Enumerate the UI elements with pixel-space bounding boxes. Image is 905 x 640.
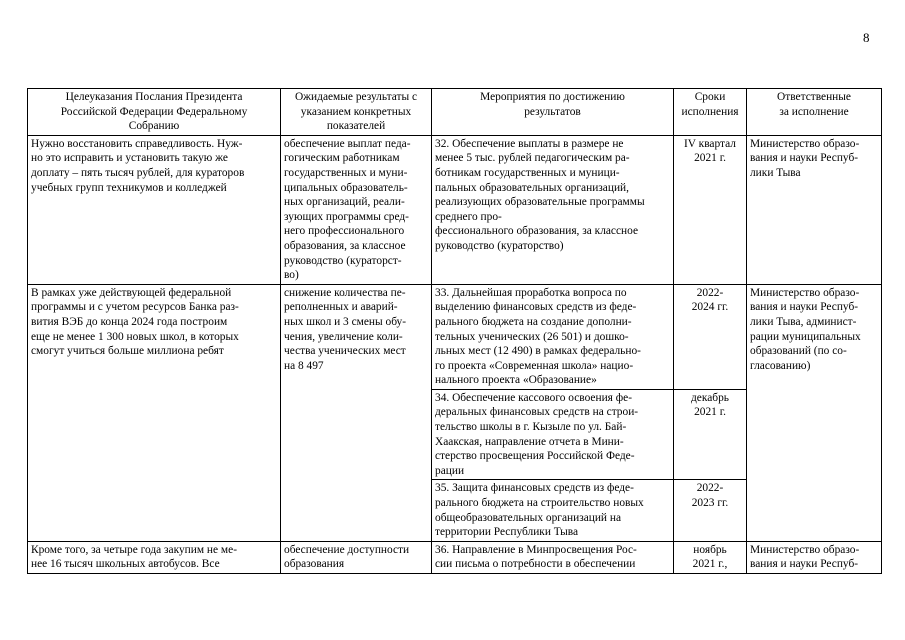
goal-cell: В рамках уже действующей федеральной программы и с учетом ресурсов Банка раз- вития ВЭБ до конца 2024 года построим еще не менее 1 300 новых школ, в которых смогут учиться больше миллиона ребят <box>28 284 281 541</box>
deadline-cell: декабрь 2021 г. <box>674 389 747 480</box>
header-responsible: Ответственные за исполнение <box>747 89 882 136</box>
measure-cell: 34. Обеспечение кассового освоения фе- деральных финансовых средств на строи- тельство школы в г. Кызыле по ул. Бай- Хаакская, направление отчета в Мини- стерство просвещения Российской Феде- рации <box>432 389 674 480</box>
goal-cell: Нужно восстановить справедливость. Нуж- но это исправить и установить такую же доплату – пять тысяч рублей, для кураторов учебных групп техникумов и колледжей <box>28 135 281 284</box>
measure-cell: 36. Направление в Минпросвещения Рос- сии письма о потребности в обеспечении <box>432 541 674 573</box>
header-goal: Целеуказания Послания Президента Российской Федерации Федеральному Собранию <box>28 89 281 136</box>
deadline-cell: ноябрь 2021 г., <box>674 541 747 573</box>
plan-table <box>27 88 882 574</box>
measure-cell: 35. Защита финансовых средств из феде- рального бюджета на строительство новых общеобразовательных организаций на территории Республики Тыва <box>432 480 674 541</box>
header-deadline: Сроки исполнения <box>674 89 747 136</box>
table-row <box>28 284 882 389</box>
header-expected-result: Ожидаемые результаты с указанием конкретных показателей <box>281 89 432 136</box>
result-cell: снижение количества пе- реполненных и аварий- ных школ и 3 смены обу- чения, увеличение коли- чества ученических мест на 8 497 <box>281 284 432 541</box>
table-row <box>28 541 882 573</box>
measure-cell: 33. Дальнейшая проработка вопроса по выделению финансовых средств из феде- рального бюджета на создание дополни- тельных ученических (26 501) и дошко- льных мест (12 490) в рамках федерально- го проекта «Современная школа» нацио- нального проекта «Образование» <box>432 284 674 389</box>
deadline-cell: 2022- 2023 гг. <box>674 480 747 541</box>
goal-cell: Кроме того, за четыре года закупим не ме- нее 16 тысяч школьных автобусов. Все <box>28 541 281 573</box>
header-measures: Мероприятия по достижению результатов <box>432 89 674 136</box>
page-number: 8 <box>863 30 870 45</box>
measure-cell: 32. Обеспечение выплаты в размере не менее 5 тыс. рублей педагогическим ра- ботникам государственных и муници- пальных образовательных организаций, реализующих образовательные программы среднего про- фессионального образования, за классное руководство (кураторство) <box>432 135 674 284</box>
responsible-cell: Министерство образо- вания и науки Респуб- <box>747 541 882 573</box>
responsible-cell: Министерство образо- вания и науки Респуб- лики Тыва, админист- рации муниципальных образований (по со- гласованию) <box>747 284 882 541</box>
deadline-cell: 2022- 2024 гг. <box>674 284 747 389</box>
header-row <box>28 89 882 136</box>
deadline-cell: IV квартал 2021 г. <box>674 135 747 284</box>
table-row <box>28 135 882 284</box>
responsible-cell: Министерство образо- вания и науки Респуб- лики Тыва <box>747 135 882 284</box>
result-cell: обеспечение доступности образования <box>281 541 432 573</box>
result-cell: обеспечение выплат педа- гогическим работникам государственных и муни- ципальных образователь- ных организаций, реали- зующих программы сред- него профессионального образования, за классное руководство (кураторст- во) <box>281 135 432 284</box>
